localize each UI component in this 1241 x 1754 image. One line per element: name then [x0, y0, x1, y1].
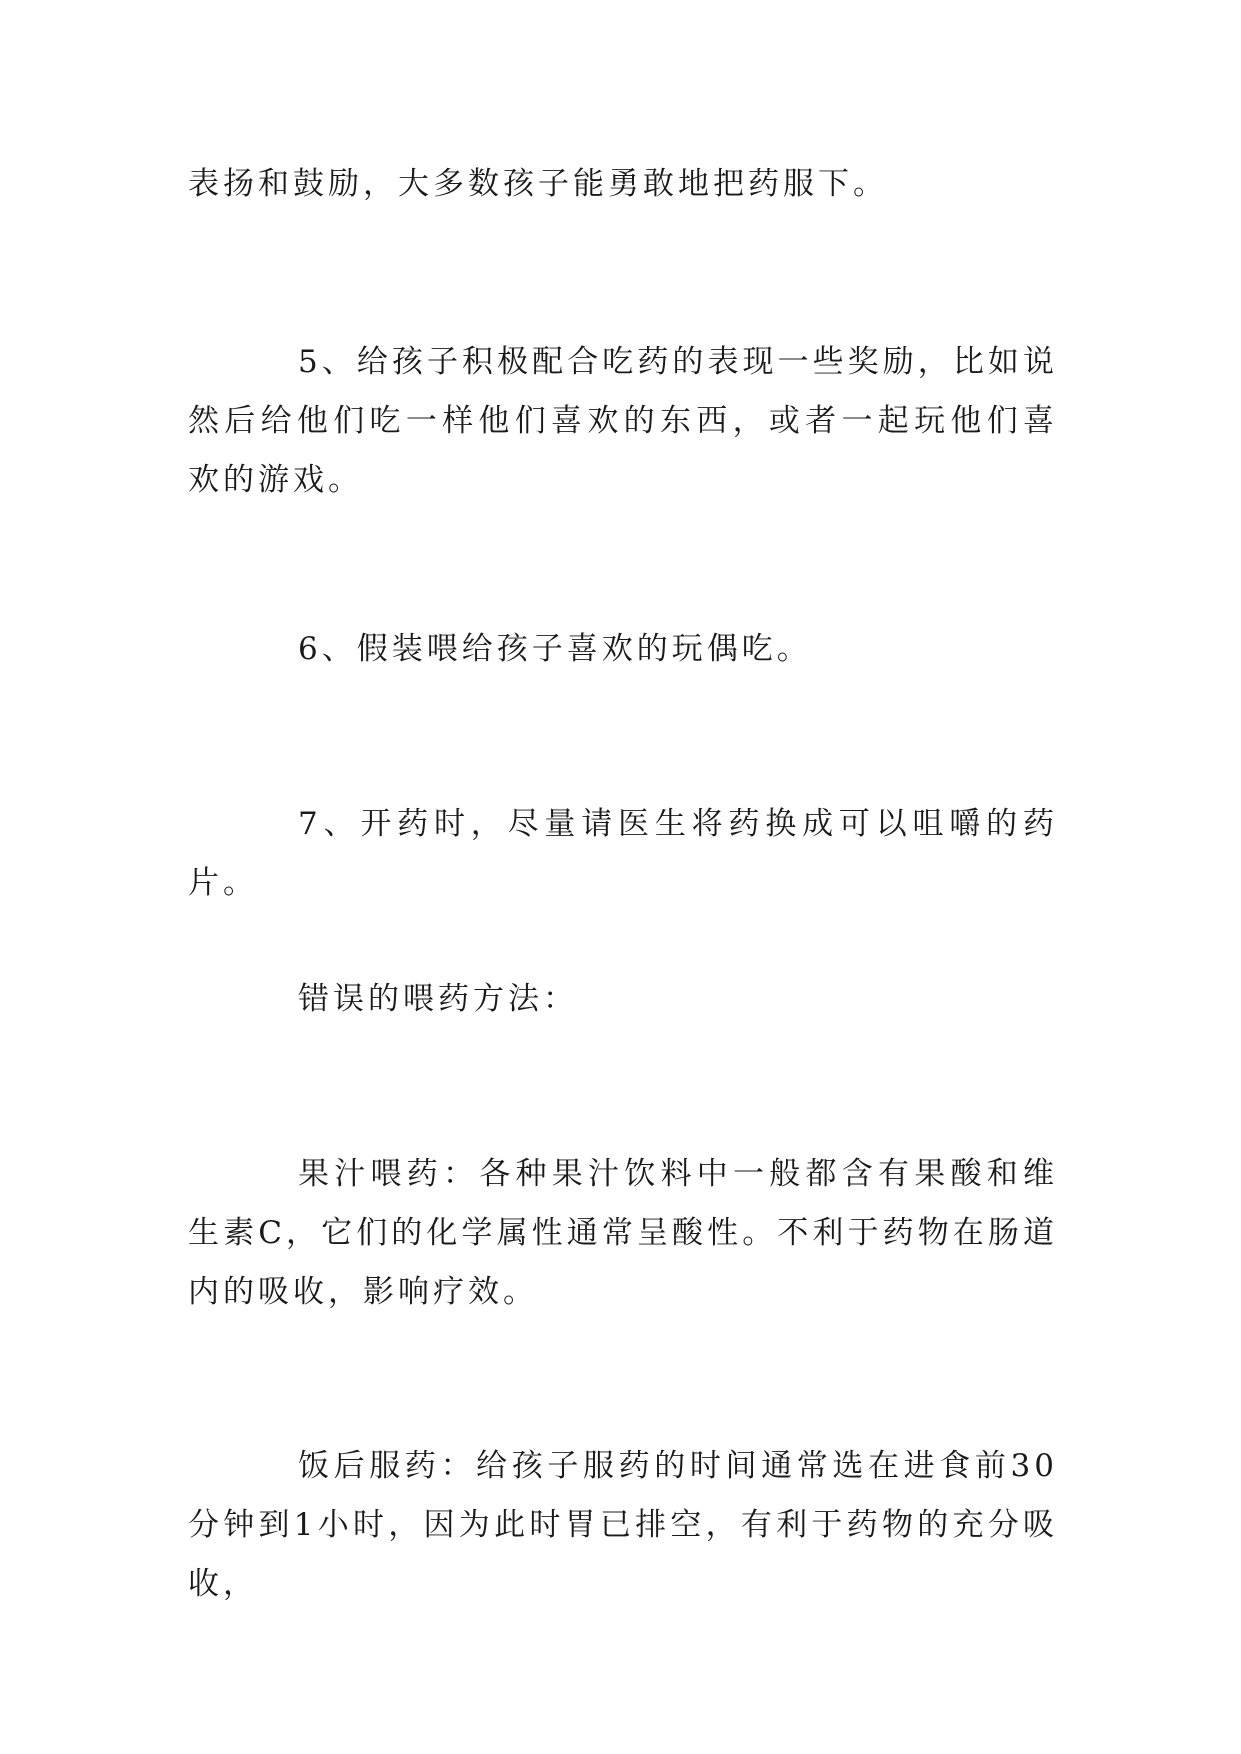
section-heading-wrong-methods: 错误的喂药方法： — [298, 981, 578, 1017]
paragraph-after-meal: 饭后服药：给孩子服药的时间通常选在进食前30分钟到1小时，因为此时胃已排空，有利于药物的充分吸收， — [188, 1448, 1058, 1602]
paragraph-tip-5: 5、给孩子积极配合吃药的表现一些奖励，比如说然后给他们吃一样他们喜欢的东西，或者一起玩他们喜欢的游戏。 — [188, 344, 1058, 498]
paragraph-tip-6: 6、假装喂给孩子喜欢的玩偶吃。 — [298, 631, 812, 667]
paragraph-tip-7: 7、开药时，尽量请医生将药换成可以咀嚼的药片。 — [188, 806, 1058, 901]
paragraph-praise: 表扬和鼓励，大多数孩子能勇敢地把药服下。 — [188, 166, 888, 202]
paragraph-juice: 果汁喂药：各种果汁饮料中一般都含有果酸和维生素C，它们的化学属性通常呈酸性。不利于药物在肠道内的吸收，影响疗效。 — [188, 1156, 1058, 1310]
